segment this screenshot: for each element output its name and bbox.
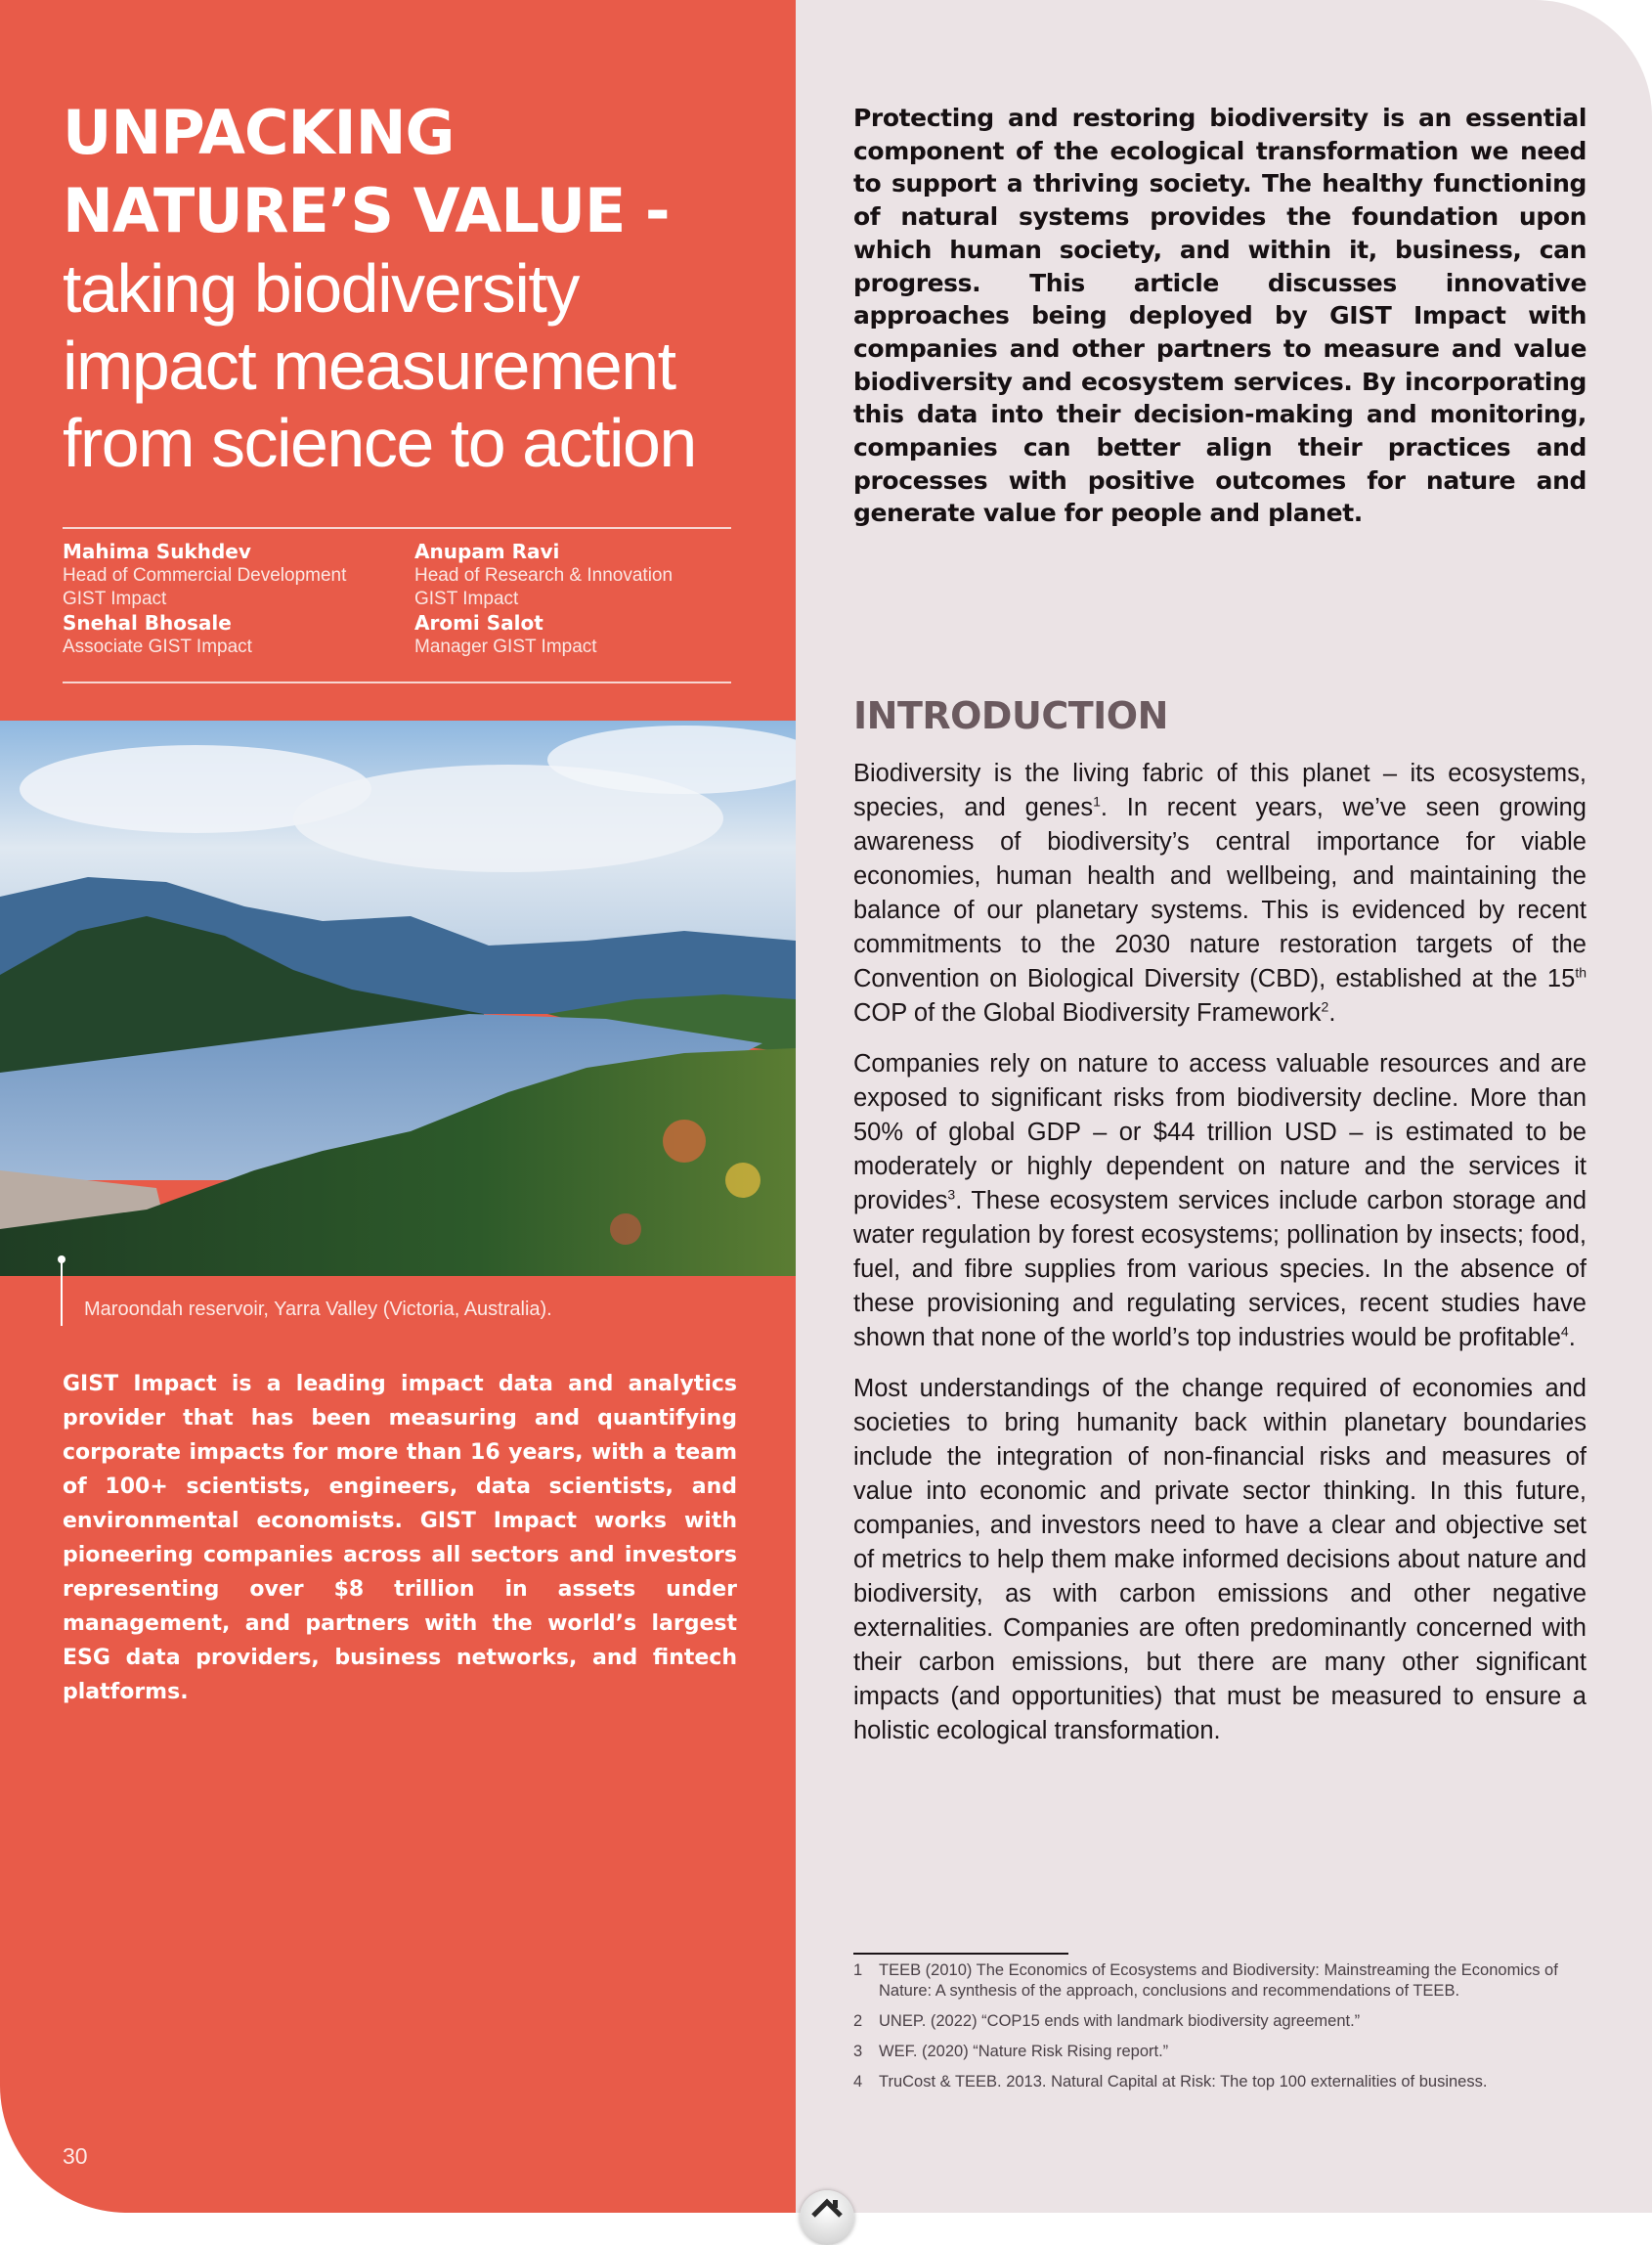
autumn-tree [725, 1163, 761, 1198]
footnote-text: UNEP. (2022) “COP15 ends with landmark biodiversity agreement.” [879, 2012, 1361, 2030]
author-name: Anupam Ravi [414, 540, 560, 563]
subtitle-line: from science to action [63, 405, 696, 481]
author-organization: GIST Impact [63, 589, 167, 609]
body-paragraph: Companies rely on nature to access valuable resources and are exposed to significant risks from biodiversity decline. More than 50% of global GDP – or $44 trillion USD – is estimated to be moderately or highly dependent on nature and the services it provides$^3$. These ecosystem services include carbon storage and water regulation by forest ecosystems; pollination by insects; food, fuel, and fibre supplies from various species. In the absence of these provisioning and regulating services, recent studies have shown that none of the world’s top industries would be profitable$^4$. [853, 1050, 1587, 1351]
subtitle-line: impact measurement [63, 328, 675, 404]
home-button[interactable] [800, 2190, 854, 2245]
autumn-tree [610, 1213, 641, 1245]
footnote-text: WEF. (2020) “Nature Risk Rising report.” [879, 2043, 1169, 2060]
author-name: Mahima Sukhdev [63, 540, 251, 563]
about-gist-impact: GIST Impact is a leading impact data and analytics provider that has been measuring and quantifying corporate impacts for more than 16 years, with a team of 100+ scientists, engineers, data scientists, and environmental economists. GIST Impact works with pioneering companies across all sectors and investors representing over $8 trillion in assets under management, and partners with the world’s largest ESG data providers, business networks, and fintech platforms. [63, 1372, 737, 1704]
article-body [853, 757, 1587, 1765]
footnote-number: 2 [853, 2012, 863, 2030]
author [63, 540, 414, 611]
body-paragraph: Most understandings of the change required of economies and societies to bring humanity back within planetary boundaries include the integration of non-financial risks and measures of value into economic and private sector thinking. In this future, companies, and investors need to have a clear and objective set of metrics to help them make informed decisions about nature and biodiversity, as with carbon emissions and other negative externalities. Companies are often predominantly concerned with their carbon emissions, but there are many other significant impacts (and opportunities) that must be measured to ensure a holistic ecological transformation. [853, 1375, 1587, 1744]
author [414, 611, 747, 659]
divider [63, 527, 731, 529]
footnote-ref[interactable]: 2 [1321, 998, 1329, 1015]
autumn-tree [663, 1120, 706, 1163]
page-number: 30 [63, 2143, 88, 2169]
divider [63, 682, 731, 683]
author [414, 540, 747, 611]
footnote-ref[interactable]: 4 [1560, 1323, 1569, 1340]
home-icon [811, 2196, 843, 2220]
author-role: Associate GIST Impact [63, 637, 252, 657]
footnote [853, 2042, 1577, 2062]
footnote-text: TruCost & TEEB. 2013. Natural Capital at Risk: The top 100 externalities of business. [879, 2073, 1488, 2091]
author-organization: GIST Impact [414, 589, 519, 609]
author-list [63, 540, 747, 659]
body-paragraph: Biodiversity is the living fabric of this planet – its ecosystems, species, and genes$^1$. In recent years, we’ve seen growing awareness of biodiversity’s central importance for viable economies, human health and wellbeing, and maintaining the balance of our planetary systems. This is evidenced by recent commitments to the 2030 nature restoration targets of the Convention on Biological Diversity (CBD), established at the 15th COP of the Global Biodiversity Framework$^2$. [853, 760, 1587, 1027]
title-line: NATURE’S VALUE - [63, 175, 670, 246]
author-role: Head of Commercial Development [63, 565, 347, 586]
section-heading: INTRODUCTION [853, 694, 1168, 737]
footnote-divider [853, 1953, 1068, 1955]
article-lede: Protecting and restoring biodiversity is an essential component of the ecological transformation we need to support a thriving society. The healthy functioning of natural systems provides the foundation upon which human society, and within it, business, can progress. This article discusses innovative approaches being deployed by GIST Impact with companies and other partners to measure and value biodiversity and ecosystem services. By incorporating this data into their decision-making and monitoring, companies can better align their practices and processes with positive outcomes for nature and generate value for people and planet. [853, 104, 1587, 528]
footnote-number: 4 [853, 2073, 863, 2091]
title-line: UNPACKING [63, 97, 455, 168]
author-role: Head of Research & Innovation [414, 565, 674, 586]
footnote-number: 3 [853, 2043, 863, 2060]
article-title [63, 94, 766, 482]
footnote [853, 2011, 1577, 2032]
author-name: Snehal Bhosale [63, 611, 232, 635]
title-panel [0, 0, 796, 2213]
footnote [853, 1960, 1577, 2002]
subtitle-line: taking biodiversity [63, 250, 579, 327]
footnotes [853, 1960, 1577, 2102]
photo-caption: Maroondah reservoir, Yarra Valley (Victoria, Australia). [84, 1299, 552, 1320]
reservoir-photo [0, 721, 796, 1276]
caption-pointer-line [61, 1259, 63, 1326]
footnote-text: TEEB (2010) The Economics of Ecosystems and Biodiversity: Mainstreaming the Economics of Nature: A synthesis of the approach, conclusions and recommendations of TEEB. [879, 1961, 1558, 2000]
landscape-illustration [0, 721, 796, 1276]
author-role: Manager GIST Impact [414, 637, 597, 657]
footnote-number: 1 [853, 1961, 863, 1979]
author-name: Aromi Salot [414, 611, 543, 635]
footnote [853, 2072, 1577, 2092]
footnote-ref[interactable]: 1 [1093, 793, 1101, 810]
author [63, 611, 414, 659]
footnote-ref[interactable]: 3 [947, 1186, 956, 1203]
